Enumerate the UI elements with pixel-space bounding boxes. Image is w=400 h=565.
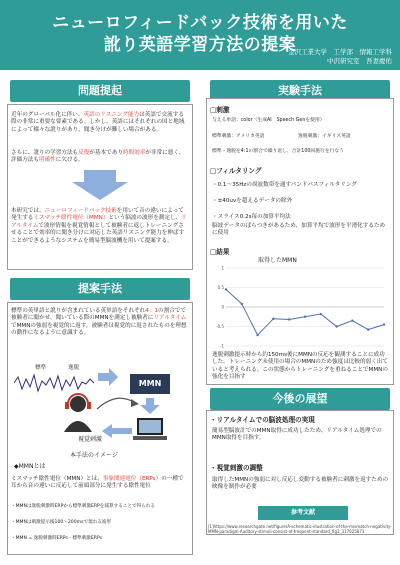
highlight-span: 事象関連電位（ERPs） xyxy=(102,476,162,482)
down-arrow-icon xyxy=(72,170,128,200)
arrow-left-icon xyxy=(102,424,132,438)
mmn-bullet-1: ・MMNは逸脱刺激時ERPから標準刺激ERPを減算することで得られる xyxy=(11,504,155,509)
text-span: が基本であり xyxy=(89,150,123,156)
chart-data-point xyxy=(241,303,243,305)
highlight-span: 反復 xyxy=(78,150,90,156)
text-span: 近年のグローバル化に伴い、 xyxy=(11,112,84,118)
highlight-span: リアルタイム xyxy=(153,315,187,322)
future-item-2-text: 取得したMMNの強弱に対し反応し変動する被験者に刺激を返すための映像を制作が必要 xyxy=(212,477,389,491)
label-standard: 標準 xyxy=(35,365,47,371)
highlight-span: 明確性 xyxy=(38,157,56,164)
text-span: の割合でで被験者に聞かせ、聞いている際のMMNを測定し被験者に xyxy=(11,308,186,322)
mmn-line-chart xyxy=(212,264,388,350)
text-span: でMMNの強弱を視覚的に返す。被験者は視覚的に返されたものを理想の動作になるように意識する。 xyxy=(11,322,187,337)
chart-y-tick-label: 0 xyxy=(221,304,224,310)
chart-data-point xyxy=(335,325,337,327)
chart-y-tick-label: 0.5 xyxy=(217,285,224,290)
stimulus-heading: □刺激 xyxy=(210,106,230,114)
text-span: は英語で交流する際の非常に重要な要素である。しかし、英語にはそれぞれの国と地域によって様々な訛りがあり、聞き分けが難しい場合がある。 xyxy=(11,112,185,133)
chart-series-line xyxy=(226,289,384,335)
text-span: が非常に悪く、評価方法も xyxy=(11,150,185,164)
future-item-1-text: 簡易型脳波計でのMMN取得に成功したため、リアルタイム処理でのMMN取得を目指す。 xyxy=(212,428,382,442)
text-span: 標準の英単語と訛りが含まれている英単語をそれぞれ xyxy=(11,308,146,314)
mmn-label-box: MMN xyxy=(130,374,170,394)
stimulus-line-1: 与える単語：color（生成AI Speech Genを使用） xyxy=(212,118,325,123)
poster-title-line1: ニューロフィードバック技術を用いた xyxy=(52,13,348,33)
mmn-bullet-3: ・MMN = 逸脱刺激時ERPs - 標準刺激ERPs xyxy=(11,536,103,541)
future-item-1-heading: ・リアルタイムでの脳波処理の実現 xyxy=(210,416,315,424)
chart-data-point xyxy=(256,334,258,336)
mmn-definition-heading: ◆MMNとは xyxy=(14,463,46,470)
text-span: 本研究では、 xyxy=(11,208,45,214)
chart-data-point xyxy=(272,318,274,320)
experiment-heading: 実験手法 xyxy=(210,80,390,102)
person-headphones-icon xyxy=(58,392,98,432)
result-heading: □結果 xyxy=(210,248,230,256)
filtering-line-2: ・±40uvを超えるデータの除外 xyxy=(212,198,293,204)
stimulus-line-2b: 逸脱刺激：イギリス英語 xyxy=(298,134,351,139)
mmn-bullet-2: ・MMNは刺激提示後100〜200msで現れる波形 xyxy=(11,520,112,525)
chart-title: 取得したMMN xyxy=(258,257,297,264)
poster-header xyxy=(0,0,400,70)
chart-data-point xyxy=(225,288,227,290)
chart-y-tick-label: -0.5 xyxy=(216,324,224,329)
arrow-right-icon xyxy=(98,366,118,388)
text-span: という脳波の波形を測定し、 xyxy=(108,215,182,222)
highlight-span: ミスマッチ陰性電位（MMN） xyxy=(33,215,109,222)
audio-waveform-icon xyxy=(14,373,94,393)
highlight-span: 時間効率 xyxy=(122,150,146,156)
chart-data-point xyxy=(304,316,306,318)
chart-y-tick-label: 1 xyxy=(221,265,224,271)
chart-data-point xyxy=(320,313,322,315)
arrow-down-icon xyxy=(140,398,160,414)
stimulus-line-2: 標準刺激：アメリカ英語 xyxy=(212,134,265,139)
highlight-span: 英語のリスニング能力 xyxy=(83,112,140,118)
filtering-line-4: 脳波データのばらつきがあるため、加算平均で波形を平滑化するために使用 xyxy=(212,223,386,237)
future-item-2-heading: ・視覚刺激の調整 xyxy=(210,464,263,472)
problem-paragraph-1 xyxy=(11,112,189,134)
highlight-span: リアルタイム xyxy=(11,215,187,229)
filtering-line-1: ・0.1〜35Hzの周波数帯を通すバンドパスフィルタリング xyxy=(212,182,357,188)
text-span: で波形情報を視覚情報として被験者に返しトレーニングさせることで効率的に聞き分けに対応した英語リスニング能力を伸ばすことができるようなシステムを簡易型脳波機を用いて提案する。 xyxy=(11,222,185,244)
text-span: の一種で耳から音の違いに反応して前頭部分に発生する陰性電位 xyxy=(11,476,184,490)
highlight-span: ニューロフィードバック技術 xyxy=(44,208,117,214)
figure-caption: 本手法のイメージ xyxy=(70,452,118,459)
curved-arrow-icon xyxy=(95,395,140,413)
references-text: [1]https://www.researchgate.net/figure/A-schematic-illustration-of-the-mismatch-negativity-MMN-paradigm-Auditory-stimuli-consist-of-frequent-standard_fig1_317025873 xyxy=(208,524,392,534)
text-span: ミスマッチ陰性電位（MMN）とは、 xyxy=(11,476,103,482)
text-span: さらに、訛りの学習方法も xyxy=(11,150,79,156)
laptop-icon xyxy=(132,416,168,442)
affiliation-line1: 金沢工業大学 工学部 情報工学科 xyxy=(288,48,392,56)
text-span: を用いて音の違いによって発生する xyxy=(11,208,184,222)
method-paragraph xyxy=(11,308,189,338)
poster-title-line2: 訛り英語学習方法の提案 xyxy=(103,35,297,55)
filtering-line-3: ・スライス0.2s毎の加算平均法 xyxy=(212,214,291,220)
chart-data-point xyxy=(383,323,385,325)
problem-paragraph-3 xyxy=(11,208,189,245)
chart-data-point xyxy=(367,328,369,330)
affiliation xyxy=(288,48,392,66)
method-heading: 提案手法 xyxy=(10,278,190,300)
label-visual-stimulus: 視覚刺激 xyxy=(78,436,103,443)
problem-heading: 問題提起 xyxy=(10,80,190,102)
chart-y-tick-label: -1 xyxy=(220,343,224,349)
future-heading: 今後の展望 xyxy=(210,388,390,410)
chart-data-point xyxy=(288,318,290,320)
filtering-heading: □フィルタリング xyxy=(210,167,262,175)
result-paragraph: 逸脱刺激提示時から約150ms後にMMNの反応を観測することに成功した。トレーニング未使用の場合のMMNのため強度は比較的弱く出ていると考えられる。この状態からトレーニングを重ねることでMMNの強化を目指す xyxy=(212,352,388,381)
text-span: に欠ける。 xyxy=(55,157,84,164)
mmn-definition-paragraph xyxy=(11,476,189,491)
label-deviant: 逸脱 xyxy=(68,365,80,371)
affiliation-line2: 中沢研究室 吾妻慶佑 xyxy=(327,57,392,65)
stimulus-line-3: 標準・逸脱を4:1の割合で繰り返し、合計100回施行を行なう xyxy=(212,149,345,154)
references-heading: 参考文献 xyxy=(258,506,348,520)
highlight-span: 4：1 xyxy=(145,308,158,314)
problem-paragraph-2 xyxy=(11,150,189,165)
chart-data-point xyxy=(351,319,353,321)
